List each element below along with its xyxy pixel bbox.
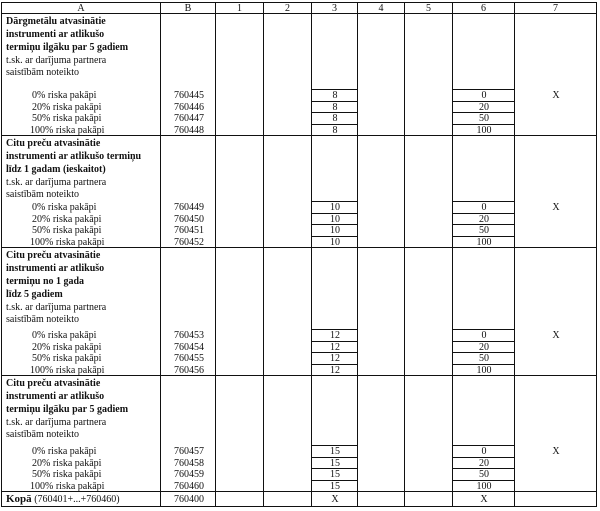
value-col6: 20 — [479, 213, 489, 225]
section-value-cell — [311, 375, 358, 446]
section-value-cell — [357, 375, 405, 492]
column-header: 2 — [263, 2, 312, 14]
section-value-cell — [357, 13, 405, 136]
row-code: 760451 — [174, 225, 204, 236]
column-header: 4 — [357, 2, 405, 14]
row-code: 760448 — [174, 124, 204, 136]
section-title: Citu preču atvasinātie — [6, 378, 101, 389]
report-table — [2, 3, 597, 507]
value-col6: 20 — [479, 101, 489, 113]
value-col3: 15 — [330, 480, 340, 492]
risk-label: 50% riska pakāpi — [32, 113, 102, 124]
section-subtitle: saistībām noteikto — [6, 189, 80, 200]
risk-label: 50% riska pakāpi — [32, 225, 102, 236]
value-col6: 100 — [476, 364, 492, 376]
value-col7: X — [552, 330, 560, 341]
section-subtitle: t.sk. ar darījuma partnera — [6, 302, 107, 313]
risk-label: 20% riska pakāpi — [32, 341, 102, 353]
section-title: instrumenti ar atlikušo termiņu — [6, 151, 142, 162]
value-col3: 12 — [330, 330, 340, 341]
section-value-cell — [215, 135, 264, 248]
section-value-cell — [514, 375, 597, 492]
section-title: Citu preču atvasinātie — [6, 250, 101, 261]
row-code: 760454 — [174, 341, 204, 353]
section-title: termiņu ilgāku par 5 gadiem — [6, 404, 129, 415]
value-col6: 20 — [479, 341, 489, 353]
risk-label: 100% riska pakāpi — [30, 480, 105, 492]
section-value-cell — [263, 13, 312, 136]
value-col7: X — [552, 90, 560, 101]
section-value-cell — [452, 375, 515, 446]
risk-label: 100% riska pakāpi — [30, 236, 105, 248]
total-cell — [514, 491, 597, 507]
value-col6: 0 — [481, 202, 487, 213]
value-col6: 50 — [479, 113, 489, 124]
section-title: termiņu no 1 gada — [6, 276, 85, 287]
column-header: 7 — [514, 2, 597, 14]
column-header: 5 — [404, 2, 453, 14]
section-title: Dārgmetālu atvasinātie — [6, 16, 106, 27]
row-code: 760447 — [174, 113, 204, 124]
column-header: 3 — [311, 2, 358, 14]
row-code: 760452 — [174, 236, 204, 248]
column-header: 6 — [452, 2, 515, 14]
value-col3: 10 — [330, 236, 340, 248]
total-cell — [215, 491, 264, 507]
section-value-cell — [311, 135, 358, 202]
row-code: 760446 — [174, 101, 204, 113]
value-col3: 10 — [330, 225, 340, 236]
value-col3: 12 — [330, 364, 340, 376]
section-value-cell — [514, 135, 597, 248]
risk-label: 100% riska pakāpi — [30, 124, 105, 136]
row-code: 760459 — [174, 469, 204, 480]
value-col6: 0 — [481, 446, 487, 457]
total-cell — [357, 491, 405, 507]
row-code: 760453 — [174, 330, 204, 341]
section-value-cell — [357, 247, 405, 376]
column-header: B — [160, 2, 216, 14]
section-value-cell — [215, 13, 264, 136]
value-col3: 10 — [330, 202, 340, 213]
column-header: 1 — [215, 2, 264, 14]
risk-label: 20% riska pakāpi — [32, 213, 102, 225]
value-col3: 12 — [330, 341, 340, 353]
value-col7: X — [552, 202, 560, 213]
value-col3: 15 — [330, 457, 340, 469]
total-col6: X — [480, 494, 488, 505]
total-label-bold: Kopā — [6, 493, 32, 505]
section-value-cell — [311, 247, 358, 330]
section-title: līdz 1 gadam (ieskaitot) — [6, 164, 106, 175]
value-col3: 15 — [330, 469, 340, 480]
section-subtitle: saistībām noteikto — [6, 429, 80, 440]
section-value-cell — [404, 375, 453, 492]
section-title: instrumenti ar atlikušo — [6, 391, 105, 402]
risk-label: 50% riska pakāpi — [32, 353, 102, 364]
column-header: A — [1, 2, 161, 14]
value-col6: 100 — [476, 236, 492, 248]
row-code: 760455 — [174, 353, 204, 364]
row-code: 760456 — [174, 364, 204, 376]
risk-label: 20% riska pakāpi — [32, 101, 102, 113]
section-title: termiņu ilgāku par 5 gadiem — [6, 42, 129, 53]
section-value-cell — [263, 135, 312, 248]
value-col3: 8 — [332, 101, 338, 113]
value-col3: 8 — [332, 90, 338, 101]
section-value-cell — [263, 375, 312, 492]
row-code: 760457 — [174, 446, 204, 457]
value-col3: 8 — [332, 113, 338, 124]
section-title: instrumenti ar atlikušo — [6, 29, 105, 40]
value-col6: 50 — [479, 225, 489, 236]
section-value-cell — [311, 13, 358, 90]
row-code: 760445 — [174, 90, 204, 101]
risk-label: 0% riska pakāpi — [32, 446, 97, 457]
risk-label: 0% riska pakāpi — [32, 330, 97, 341]
section-subtitle: saistībām noteikto — [6, 67, 80, 78]
risk-label: 100% riska pakāpi — [30, 364, 105, 376]
total-cell — [404, 491, 453, 507]
section-value-cell — [452, 247, 515, 330]
value-col7: X — [552, 446, 560, 457]
value-col3: 15 — [330, 446, 340, 457]
section-subtitle: saistībām noteikto — [6, 314, 80, 325]
risk-label: 20% riska pakāpi — [32, 457, 102, 469]
total-code: 760400 — [174, 494, 204, 505]
value-col6: 20 — [479, 457, 489, 469]
value-col3: 8 — [332, 124, 338, 136]
section-value-cell — [404, 13, 453, 136]
value-col6: 100 — [476, 124, 492, 136]
total-col3: X — [331, 494, 339, 505]
value-col3: 10 — [330, 213, 340, 225]
section-value-cell — [514, 247, 597, 376]
row-code: 760460 — [174, 480, 204, 492]
row-code: 760450 — [174, 213, 204, 225]
total-cell — [263, 491, 312, 507]
section-value-cell — [215, 375, 264, 492]
section-title: līdz 5 gadiem — [6, 289, 63, 300]
section-value-cell — [514, 13, 597, 136]
section-value-cell — [452, 135, 515, 202]
section-subtitle: t.sk. ar darījuma partnera — [6, 55, 107, 66]
section-title: instrumenti ar atlikušo — [6, 263, 105, 274]
total-label-rest: (760401+...+760460) — [31, 494, 120, 505]
value-col6: 0 — [481, 330, 487, 341]
total-label — [6, 493, 120, 506]
risk-label: 50% riska pakāpi — [32, 469, 102, 480]
row-code: 760458 — [174, 457, 204, 469]
section-value-cell — [263, 247, 312, 376]
risk-label: 0% riska pakāpi — [32, 202, 97, 213]
section-value-cell — [215, 247, 264, 376]
value-col6: 100 — [476, 480, 492, 492]
section-value-cell — [357, 135, 405, 248]
section-title: Citu preču atvasinātie — [6, 138, 101, 149]
section-value-cell — [452, 13, 515, 90]
value-col6: 0 — [481, 90, 487, 101]
value-col6: 50 — [479, 469, 489, 480]
section-value-cell — [404, 135, 453, 248]
value-col6: 50 — [479, 353, 489, 364]
section-subtitle: t.sk. ar darījuma partnera — [6, 417, 107, 428]
section-subtitle: t.sk. ar darījuma partnera — [6, 177, 107, 188]
risk-label: 0% riska pakāpi — [32, 90, 97, 101]
section-value-cell — [404, 247, 453, 376]
row-code: 760449 — [174, 202, 204, 213]
value-col3: 12 — [330, 353, 340, 364]
